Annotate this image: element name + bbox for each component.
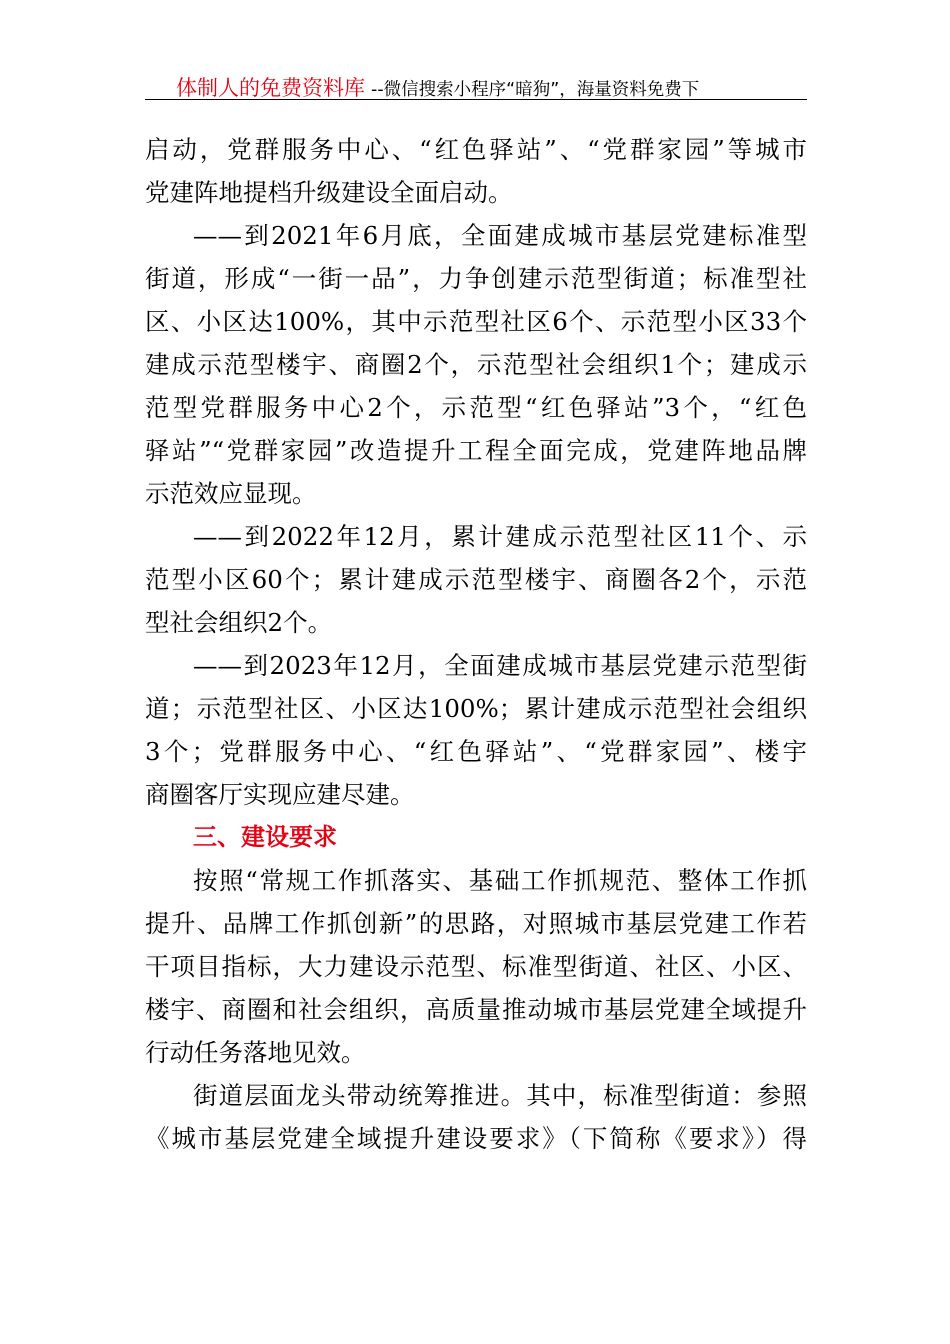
header-rule [145, 99, 807, 100]
text-line: ——到2022年12月，累计建成示范型社区11个、示 [193, 522, 807, 551]
text-line: 行动任务落地见效。 [145, 1038, 366, 1067]
text-line: 范型小区60个；累计建成示范型楼宇、商圈各2个，示范 [145, 565, 807, 594]
text-line: 《城市基层党建全域提升建设要求》（下简称《要求》）得 [145, 1124, 807, 1153]
text-line: ——到2023年12月，全面建成城市基层党建示范型街 [193, 651, 807, 680]
text-line: 建成示范型楼宇、商圈2个，示范型社会组织1个；建成示 [145, 350, 807, 379]
page-header [145, 72, 807, 102]
text-line: 商圈客厅实现应建尽建。 [145, 780, 415, 809]
text-line: 干项目指标，大力建设示范型、标准型街道、社区、小区、 [145, 952, 807, 981]
document-body [145, 128, 807, 1160]
text-line: 街道，形成“一街一品”，力争创建示范型街道；标准型社 [145, 264, 807, 293]
text-line: ——到2021年6月底，全面建成城市基层党建标准型 [193, 221, 807, 250]
header-tagline: --微信搜索小程序“暗狗”，海量资料免费下 [371, 80, 700, 100]
text-line: 提升、品牌工作抓创新”的思路，对照城市基层党建工作若 [145, 909, 807, 938]
text-line: 示范效应显现。 [145, 479, 317, 508]
text-line: 道；示范型社区、小区达100%；累计建成示范型社会组织 [145, 694, 807, 723]
text-line: 按照“常规工作抓落实、基础工作抓规范、整体工作抓 [193, 866, 807, 895]
text-line: 楼宇、商圈和社会组织，高质量推动城市基层党建全域提升 [145, 995, 807, 1024]
text-line: 区、小区达100%，其中示范型社区6个、示范型小区33个 [145, 307, 807, 336]
text-line: 启动，党群服务中心、“红色驿站”、“党群家园”等城市 [145, 135, 807, 164]
text-line: 街道层面龙头带动统筹推进。其中，标准型街道：参照 [193, 1081, 807, 1110]
text-line: 党建阵地提档升级建设全面启动。 [145, 178, 513, 207]
text-line: 型社会组织2个。 [145, 608, 333, 637]
text-line: 3个；党群服务中心、“红色驿站”、“党群家园”、楼宇 [145, 737, 807, 766]
section-heading: 三、建设要求 [193, 823, 337, 851]
header-brand: 体制人的免费资料库 [176, 76, 365, 100]
text-line: 范型党群服务中心2个，示范型“红色驿站”3个，“红色 [145, 393, 807, 422]
text-line: 驿站”“党群家园”改造提升工程全面完成，党建阵地品牌 [145, 436, 807, 465]
